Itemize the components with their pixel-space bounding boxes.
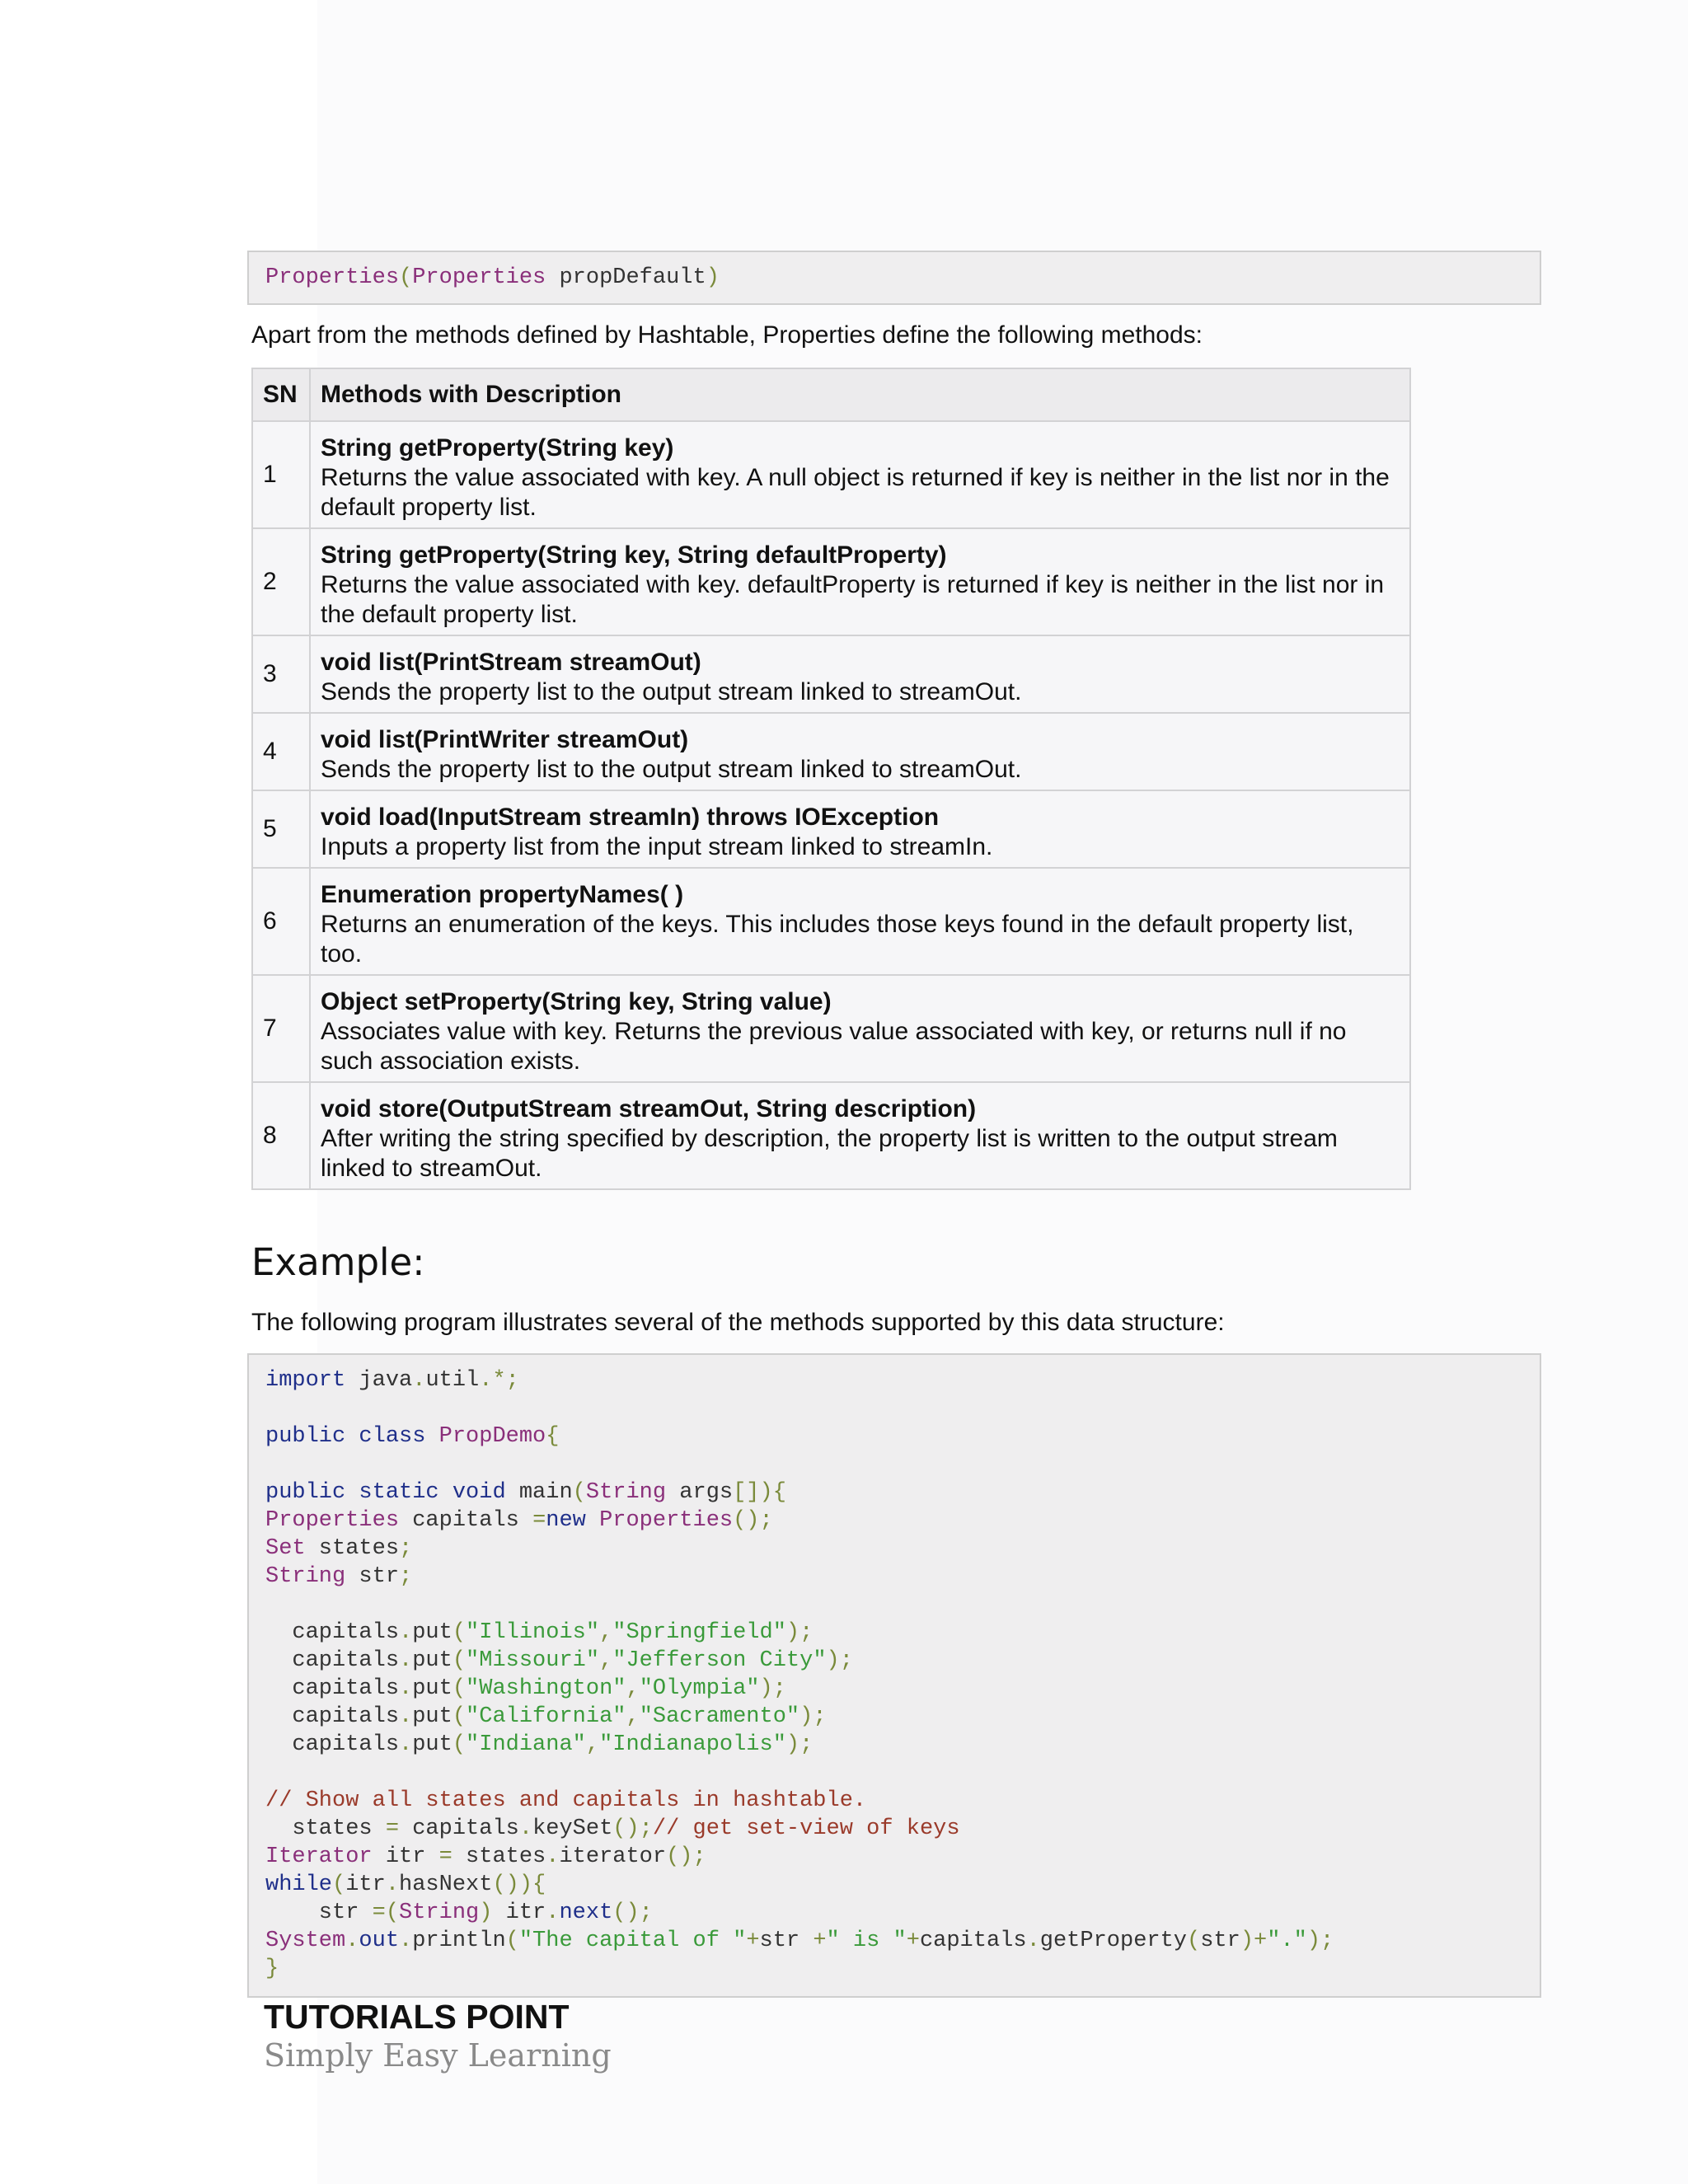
code-token: out bbox=[359, 1929, 400, 1953]
method-description-line: linked to streamOut. bbox=[321, 1155, 542, 1182]
code-token: + bbox=[906, 1929, 920, 1953]
method-signature: String getProperty(String key) bbox=[321, 434, 674, 462]
code-token: . bbox=[385, 1872, 400, 1897]
code-token: capitals bbox=[265, 1648, 400, 1673]
code-token: "Illinois" bbox=[466, 1620, 600, 1645]
table-row bbox=[252, 421, 1410, 528]
code-token: str bbox=[1200, 1929, 1240, 1953]
code-token: iterator bbox=[559, 1844, 667, 1869]
code-token: class bbox=[359, 1424, 426, 1449]
code-line bbox=[265, 1675, 786, 1703]
method-signature: void store(OutputStream streamOut, String description) bbox=[321, 1095, 977, 1122]
code-line bbox=[265, 1507, 773, 1535]
code-token: } bbox=[265, 1957, 279, 1981]
code-token: = bbox=[532, 1508, 546, 1533]
code-token: String bbox=[585, 1480, 667, 1505]
example-heading: Example: bbox=[251, 1240, 425, 1284]
code-line bbox=[265, 1479, 786, 1507]
code-token: "Sacramento" bbox=[639, 1704, 800, 1729]
code-token: ; bbox=[399, 1536, 413, 1561]
code-line bbox=[265, 1787, 866, 1815]
code-token: ); bbox=[1306, 1929, 1334, 1953]
code-token: getProperty bbox=[1039, 1929, 1188, 1953]
code-line bbox=[265, 1815, 960, 1843]
code-token: Iterator bbox=[265, 1844, 373, 1869]
method-description-line: Returns the value associated with key. A null object is returned if key is neither in the list nor in the bbox=[321, 464, 1390, 491]
code-line bbox=[265, 1703, 827, 1731]
code-token: // get set-view of keys bbox=[652, 1816, 960, 1841]
code-token: println bbox=[412, 1929, 506, 1953]
code-token: itr bbox=[492, 1900, 546, 1925]
code-token: "Indiana" bbox=[466, 1732, 586, 1757]
table-header-row bbox=[252, 368, 1410, 421]
code-token: str bbox=[265, 1900, 373, 1925]
code-token: " is " bbox=[826, 1929, 907, 1953]
code-token: static bbox=[359, 1480, 439, 1505]
code-token bbox=[345, 1480, 359, 1505]
code-token: { bbox=[546, 1424, 560, 1449]
code-token: System bbox=[265, 1929, 346, 1953]
method-signature: String getProperty(String key, String defaultProperty) bbox=[321, 541, 947, 569]
row-sn: 5 bbox=[252, 790, 310, 868]
code-token: ( bbox=[572, 1480, 586, 1505]
row-method-description bbox=[310, 713, 1410, 790]
row-sn: 8 bbox=[252, 1082, 310, 1189]
code-token: main bbox=[505, 1480, 573, 1505]
code-line bbox=[265, 1955, 279, 1983]
code-token: Properties bbox=[265, 1508, 400, 1533]
code-token: ) bbox=[479, 1900, 493, 1925]
code-token: .*; bbox=[479, 1368, 519, 1393]
method-description-line: Sends the property list to the output stream linked to streamOut. bbox=[321, 678, 1022, 705]
code-token: String bbox=[399, 1900, 480, 1925]
code-token: "The capital of " bbox=[518, 1929, 747, 1953]
code-token: capitals bbox=[399, 1816, 519, 1841]
code-token bbox=[439, 1480, 452, 1505]
code-token: ( bbox=[399, 265, 413, 290]
code-token: , bbox=[626, 1676, 640, 1701]
code-token: =( bbox=[372, 1900, 400, 1925]
table-row bbox=[252, 635, 1410, 713]
code-token: . bbox=[1026, 1929, 1040, 1953]
code-token: states bbox=[265, 1816, 386, 1841]
footer-brand-subtitle: Simply Easy Learning bbox=[264, 2037, 612, 2074]
method-description-line: Returns the value associated with key. defaultProperty is returned if key is neither in the list nor in bbox=[321, 571, 1385, 598]
code-token: ( bbox=[1187, 1929, 1201, 1953]
code-token: put bbox=[412, 1648, 452, 1673]
code-token: "Olympia" bbox=[639, 1676, 760, 1701]
method-description-line: After writing the string specified by description, the property list is written to the output stream bbox=[321, 1125, 1338, 1152]
code-line bbox=[265, 1619, 813, 1647]
method-description-line: Returns an enumeration of the keys. This includes those keys found in the default property list, bbox=[321, 911, 1354, 938]
code-token: new bbox=[546, 1508, 586, 1533]
row-sn: 7 bbox=[252, 975, 310, 1082]
code-token: Properties bbox=[599, 1508, 734, 1533]
row-method-description bbox=[310, 790, 1410, 868]
code-token: ) bbox=[706, 265, 720, 290]
code-token: str bbox=[345, 1564, 400, 1589]
code-token: []){ bbox=[733, 1480, 786, 1505]
code-line bbox=[265, 1927, 1334, 1955]
code-token: capitals bbox=[919, 1929, 1027, 1953]
footer-brand-title: TUTORIALS POINT bbox=[264, 1998, 570, 2036]
table-row bbox=[252, 868, 1410, 975]
code-token: ( bbox=[505, 1929, 519, 1953]
code-token: Properties bbox=[412, 265, 546, 290]
code-token: , bbox=[626, 1704, 640, 1729]
code-token: . bbox=[546, 1900, 560, 1925]
row-sn: 6 bbox=[252, 868, 310, 975]
code-token: args bbox=[666, 1480, 734, 1505]
code-token: capitals bbox=[399, 1508, 533, 1533]
code-token: (); bbox=[612, 1816, 653, 1841]
code-token: + bbox=[813, 1929, 827, 1953]
constructor-code-block bbox=[247, 251, 1541, 305]
code-token: next bbox=[559, 1900, 613, 1925]
code-token: hasNext bbox=[399, 1872, 493, 1897]
code-token: . bbox=[399, 1648, 413, 1673]
code-token: put bbox=[412, 1732, 452, 1757]
code-token: . bbox=[399, 1704, 413, 1729]
code-token: ); bbox=[785, 1732, 814, 1757]
code-line bbox=[265, 1871, 546, 1899]
code-token: . bbox=[399, 1620, 413, 1645]
code-token: while bbox=[265, 1872, 333, 1897]
code-token: public bbox=[265, 1424, 346, 1449]
example-code-block bbox=[247, 1353, 1541, 1998]
constructor-code-line bbox=[265, 264, 720, 292]
code-token: , bbox=[599, 1648, 613, 1673]
code-token: Properties bbox=[265, 265, 400, 290]
code-token: states bbox=[305, 1536, 400, 1561]
code-token: util bbox=[425, 1368, 480, 1393]
code-token: . bbox=[345, 1929, 359, 1953]
method-signature: Object setProperty(String key, String value) bbox=[321, 988, 832, 1015]
code-token: . bbox=[399, 1929, 413, 1953]
example-intro-paragraph: The following program illustrates several of the methods supported by this data structure: bbox=[251, 1309, 1225, 1336]
code-token bbox=[586, 1508, 599, 1533]
code-token: ( bbox=[452, 1648, 467, 1673]
code-token: java bbox=[345, 1368, 413, 1393]
method-description-line: such association exists. bbox=[321, 1047, 581, 1075]
code-line bbox=[265, 1535, 412, 1563]
code-token: put bbox=[412, 1676, 452, 1701]
method-description-line: Inputs a property list from the input stream linked to streamIn. bbox=[321, 833, 993, 860]
row-method-description bbox=[310, 868, 1410, 975]
method-description-line: Associates value with key. Returns the previous value associated with key, or returns null if no bbox=[321, 1018, 1347, 1045]
header-methods: Methods with Description bbox=[310, 368, 1410, 421]
code-line bbox=[265, 1647, 853, 1675]
code-token: // Show all states and capitals in hashtable. bbox=[265, 1788, 867, 1813]
code-token: void bbox=[452, 1480, 506, 1505]
code-token: Set bbox=[265, 1536, 306, 1561]
row-sn: 4 bbox=[252, 713, 310, 790]
code-token: capitals bbox=[265, 1676, 400, 1701]
row-sn: 2 bbox=[252, 528, 310, 635]
row-method-description bbox=[310, 975, 1410, 1082]
code-line bbox=[265, 1366, 519, 1394]
code-token: "Indianapolis" bbox=[599, 1732, 786, 1757]
code-line bbox=[265, 1563, 412, 1591]
header-sn: SN bbox=[252, 368, 310, 421]
code-token bbox=[345, 1424, 359, 1449]
code-token: put bbox=[412, 1620, 452, 1645]
code-token: ( bbox=[452, 1620, 467, 1645]
code-token: "Missouri" bbox=[466, 1648, 600, 1673]
code-token: PropDemo bbox=[438, 1424, 546, 1449]
methods-table-body bbox=[252, 421, 1410, 1189]
code-token: ( bbox=[332, 1872, 346, 1897]
code-token: itr bbox=[372, 1844, 439, 1869]
code-token: . bbox=[518, 1816, 533, 1841]
method-description-line: default property list. bbox=[321, 494, 537, 521]
code-token: put bbox=[412, 1704, 452, 1729]
code-token: ); bbox=[759, 1676, 786, 1701]
code-token: (); bbox=[733, 1508, 773, 1533]
intro-paragraph: Apart from the methods defined by Hashtable, Properties define the following methods: bbox=[251, 321, 1203, 349]
code-token: . bbox=[546, 1844, 560, 1869]
code-token: import bbox=[265, 1368, 346, 1393]
code-token: + bbox=[746, 1929, 760, 1953]
row-method-description bbox=[310, 1082, 1410, 1189]
code-token: ); bbox=[785, 1620, 814, 1645]
method-signature: void load(InputStream streamIn) throws IOException bbox=[321, 804, 940, 831]
code-token: String bbox=[265, 1564, 346, 1589]
row-sn: 3 bbox=[252, 635, 310, 713]
table-row bbox=[252, 975, 1410, 1082]
method-description-line: too. bbox=[321, 940, 363, 968]
code-line bbox=[265, 1899, 653, 1927]
code-token: (); bbox=[666, 1844, 706, 1869]
table-row bbox=[252, 790, 1410, 868]
code-token: capitals bbox=[265, 1704, 400, 1729]
code-token: )+ bbox=[1240, 1929, 1268, 1953]
code-token: str bbox=[759, 1929, 814, 1953]
code-token: . bbox=[412, 1368, 426, 1393]
table-row bbox=[252, 713, 1410, 790]
method-signature: void list(PrintWriter streamOut) bbox=[321, 726, 689, 753]
method-description-line: the default property list. bbox=[321, 601, 578, 628]
row-method-description bbox=[310, 635, 1410, 713]
row-method-description bbox=[310, 421, 1410, 528]
code-token: propDefault bbox=[546, 265, 706, 290]
code-token: = bbox=[438, 1844, 452, 1869]
code-token: ); bbox=[826, 1648, 853, 1673]
code-token: ( bbox=[452, 1732, 467, 1757]
code-token: "Springfield" bbox=[612, 1620, 786, 1645]
code-token: keySet bbox=[532, 1816, 613, 1841]
methods-table bbox=[251, 368, 1411, 1190]
code-token: . bbox=[399, 1676, 413, 1701]
code-token: ()){ bbox=[492, 1872, 546, 1897]
code-token: , bbox=[585, 1732, 600, 1757]
method-signature: Enumeration propertyNames( ) bbox=[321, 881, 684, 908]
code-token: = bbox=[385, 1816, 400, 1841]
table-row bbox=[252, 1082, 1410, 1189]
code-token: ; bbox=[399, 1564, 413, 1589]
code-token: ( bbox=[452, 1676, 467, 1701]
row-method-description bbox=[310, 528, 1410, 635]
code-token: "Washington" bbox=[466, 1676, 626, 1701]
method-signature: void list(PrintStream streamOut) bbox=[321, 649, 701, 676]
code-token: . bbox=[399, 1732, 413, 1757]
code-token: "California" bbox=[466, 1704, 626, 1729]
row-sn: 1 bbox=[252, 421, 310, 528]
code-token: capitals bbox=[265, 1620, 400, 1645]
table-row bbox=[252, 528, 1410, 635]
code-token: "Jefferson City" bbox=[612, 1648, 827, 1673]
code-token bbox=[425, 1424, 438, 1449]
code-line bbox=[265, 1422, 559, 1451]
code-token: capitals bbox=[265, 1732, 400, 1757]
code-token: itr bbox=[345, 1872, 386, 1897]
method-description-line: Sends the property list to the output stream linked to streamOut. bbox=[321, 756, 1022, 783]
code-line bbox=[265, 1731, 813, 1759]
code-token: , bbox=[599, 1620, 613, 1645]
code-token: ); bbox=[799, 1704, 827, 1729]
code-token: (); bbox=[612, 1900, 653, 1925]
code-token: "." bbox=[1267, 1929, 1307, 1953]
code-token: public bbox=[265, 1480, 346, 1505]
code-token: states bbox=[452, 1844, 546, 1869]
code-line bbox=[265, 1843, 706, 1871]
code-token: ( bbox=[452, 1704, 467, 1729]
